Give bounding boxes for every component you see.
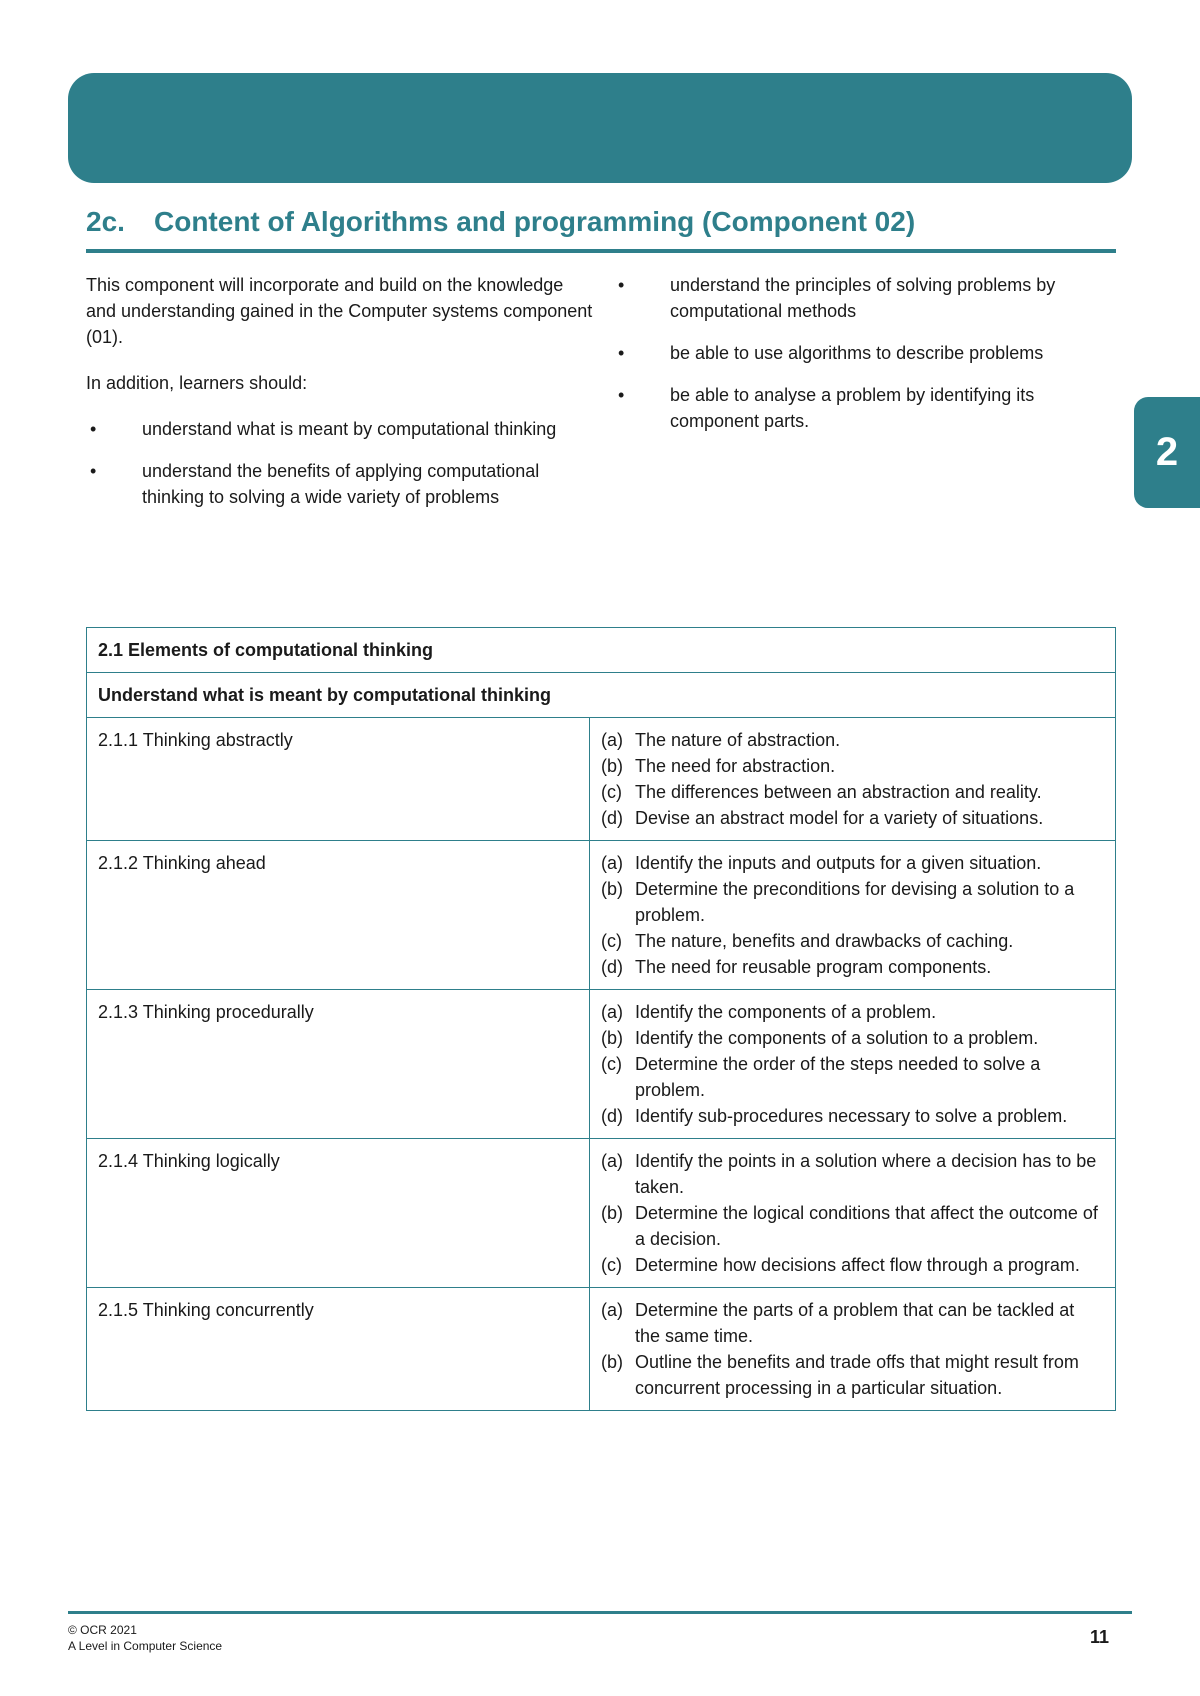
heading-number: 2c. <box>86 206 125 237</box>
points-cell <box>590 1139 1116 1288</box>
point-item: (b) Outline the benefits and trade offs that might result from concurrent processing in a particular situation. <box>601 1352 1079 1398</box>
point-item: (b) Determine the preconditions for devising a solution to a problem. <box>601 879 1075 925</box>
topic-cell: 2.1.1 Thinking abstractly <box>87 718 590 841</box>
points-cell <box>590 990 1116 1139</box>
topic-cell: 2.1.3 Thinking procedurally <box>87 990 590 1139</box>
bullet-item: • understand the benefits of applying computational thinking to solving a wide variety of problems <box>86 458 596 510</box>
bullet-item: • be able to analyse a problem by identifying its component parts. <box>614 382 1124 434</box>
point-item: (a) Determine the parts of a problem that can be tackled at the same time. <box>601 1300 1075 1346</box>
intro-paragraph: This component will incorporate and build on the knowledge and understanding gained in the Computer systems component (01). <box>86 275 593 347</box>
point-item: (c) Determine the order of the steps needed to solve a problem. <box>601 1054 1041 1100</box>
footer-rule <box>68 1611 1132 1614</box>
header-banner <box>68 73 1132 183</box>
table-row <box>87 1288 1116 1411</box>
point-item: (d) Identify sub-procedures necessary to solve a problem. <box>601 1106 1068 1126</box>
point-item: (a) Identify the components of a problem. <box>601 1002 937 1022</box>
topic-cell: 2.1.4 Thinking logically <box>87 1139 590 1288</box>
bullet-item: • understand what is meant by computational thinking <box>86 416 596 442</box>
points-cell <box>590 718 1116 841</box>
page-number: 11 <box>1090 1627 1110 1647</box>
bullet-icon: • <box>618 385 625 405</box>
footer-subtitle: A Level in Computer Science <box>68 1639 223 1653</box>
point-item: (a) The nature of abstraction. <box>601 730 841 750</box>
point-item: (b) Determine the logical conditions that affect the outcome of a decision. <box>601 1203 1098 1249</box>
point-item: (a) Identify the inputs and outputs for a given situation. <box>601 853 1042 873</box>
table-row <box>87 990 1116 1139</box>
point-item: (c) The nature, benefits and drawbacks of caching. <box>601 931 1014 951</box>
point-item: (d) Devise an abstract model for a variety of situations. <box>601 808 1044 828</box>
point-item: (d) The need for reusable program components. <box>601 957 992 977</box>
bullet-icon: • <box>90 461 97 481</box>
table-row <box>87 718 1116 841</box>
spec-table <box>86 627 1116 1411</box>
section-tab: 2 <box>1134 397 1200 508</box>
point-item: (c) The differences between an abstraction and reality. <box>601 782 1042 802</box>
point-item: (a) Identify the points in a solution where a decision has to be taken. <box>601 1151 1097 1197</box>
point-item: (b) Identify the components of a solution to a problem. <box>601 1028 1039 1048</box>
heading-rule <box>86 249 1116 253</box>
bullet-icon: • <box>618 343 625 363</box>
point-item: (b) The need for abstraction. <box>601 756 836 776</box>
footer-copyright: © OCR 2021 <box>68 1623 137 1637</box>
point-item: (c) Determine how decisions affect flow through a program. <box>601 1255 1080 1275</box>
topic-cell: 2.1.5 Thinking concurrently <box>87 1288 590 1411</box>
intro-lead-in: In addition, learners should: <box>86 373 308 393</box>
points-cell <box>590 841 1116 990</box>
table-row <box>87 1139 1116 1288</box>
heading-title: Content of Algorithms and programming (Component 02) <box>154 206 916 237</box>
bullet-icon: • <box>618 275 625 295</box>
bullet-list-right <box>614 272 1124 434</box>
bullet-item: • be able to use algorithms to describe problems <box>614 340 1124 366</box>
bullet-item: • understand the principles of solving problems by computational methods <box>614 272 1124 324</box>
table-subtitle: Understand what is meant by computational thinking <box>87 673 1116 718</box>
table-section-title: 2.1 Elements of computational thinking <box>87 628 1116 673</box>
points-cell <box>590 1288 1116 1411</box>
intro-left-column <box>86 272 596 526</box>
page-heading <box>86 206 1116 238</box>
bullet-list-left <box>86 416 596 510</box>
topic-cell: 2.1.2 Thinking ahead <box>87 841 590 990</box>
intro-right-column <box>614 272 1124 450</box>
footer-info <box>68 1622 222 1654</box>
table-row <box>87 841 1116 990</box>
bullet-icon: • <box>90 419 97 439</box>
